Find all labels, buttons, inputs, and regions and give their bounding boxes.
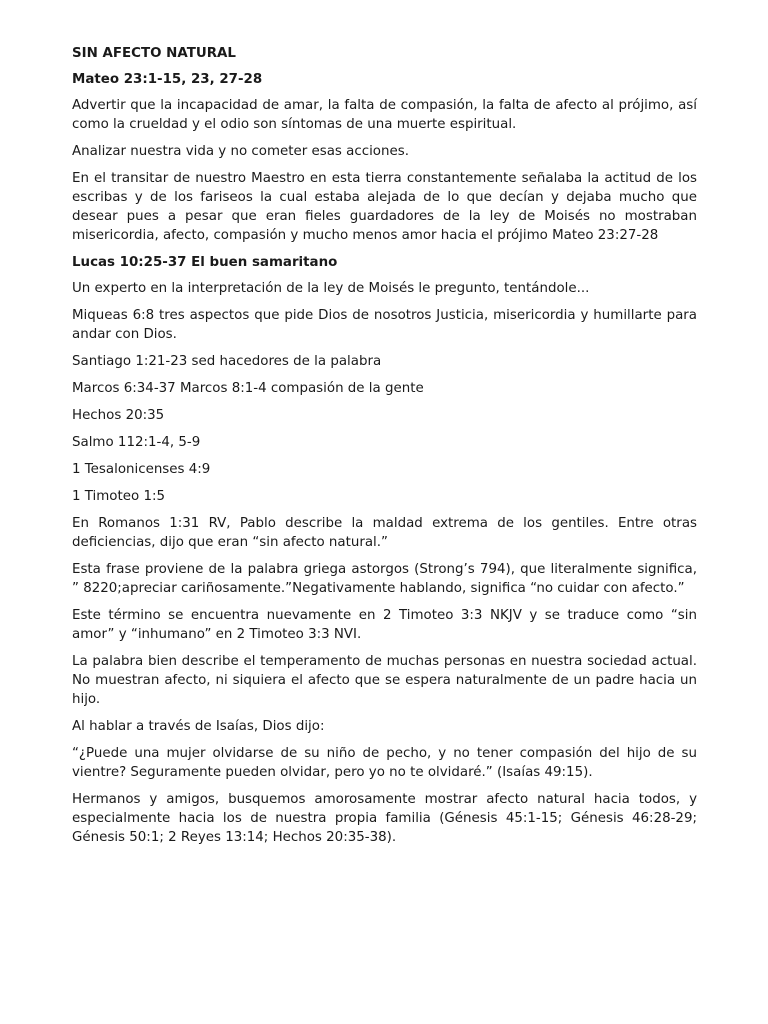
document-page [72,44,697,855]
reference-psalm: Salmo 112:1-4, 5-9 [72,435,201,450]
paragraph-closing: Hermanos y amigos, busquemos amorosamente mostrar afecto natural hacia todos, y especialmente hacia los de nuestra propia familia (Génesis 45:1-15; Génesis 46:28-29; Génesis 50:1; 2 Reyes 13:14; Hechos 20:35-38). [72,792,697,845]
paragraph-isaiah-quote: “¿Puede una mujer olvidarse de su niño de pecho, y no tener compasión del hijo de su vientre? Seguramente pueden olvidar, pero yo no te olvidaré.” (Isaías 49:15). [72,746,697,780]
reference-mark: Marcos 6:34-37 Marcos 8:1-4 compasión de la gente [72,381,424,396]
subheading-samaritan: Lucas 10:25-37 El buen samaritano [72,255,338,270]
paragraph-expert: Un experto en la interpretación de la ley de Moisés le pregunto, tentándole... [72,281,590,296]
paragraph-micah: Miqueas 6:8 tres aspectos que pide Dios de nosotros Justicia, misericordia y humillarte para andar con Dios. [72,308,697,342]
paragraph-isaiah-intro: Al hablar a través de Isaías, Dios dijo: [72,719,325,734]
paragraph-society: La palabra bien describe el temperamento de muchas personas en nuestra sociedad actual. No muestran afecto, ni siquiera el afecto que se espera naturalmente de un padre hacia un hijo. [72,654,697,707]
reference-heading: Mateo 23:1-15, 23, 27-28 [72,72,263,87]
reference-acts: Hechos 20:35 [72,408,165,423]
paragraph-romans: En Romanos 1:31 RV, Pablo describe la maldad extrema de los gentiles. Entre otras deficiencias, dijo que eran “sin afecto natural.” [72,516,697,550]
paragraph-purpose: Advertir que la incapacidad de amar, la falta de compasión, la falta de afecto al prójimo, así como la crueldad y el odio son síntomas de una muerte espiritual. [72,98,697,132]
paragraph-timothy-term: Este término se encuentra nuevamente en 2 Timoteo 3:3 NKJV y se traduce como “sin amor” y “inhumano” en 2 Timoteo 3:3 NVI. [72,608,697,642]
paragraph-teacher: En el transitar de nuestro Maestro en esta tierra constantemente señalaba la actitud de los escribas y de los fariseos la cual estaba alejada de lo que decían y dejaba mucho que desear pues a pesar que eran fieles guardadores de la ley de Moisés no mostraban misericordia, afecto, compasión y mucho menos amor hacia el prójimo Mateo 23:27-28 [72,171,697,243]
reference-timothy: 1 Timoteo 1:5 [72,489,165,504]
reference-thessalonians: 1 Tesalonicenses 4:9 [72,462,211,477]
paragraph-astorgos: Esta frase proviene de la palabra griega astorgos (Strong’s 794), que literalmente significa, ” 8220;apreciar cariñosamente.”Negativamente hablando, significa “no cuidar con afecto.” [72,562,697,596]
paragraph-analyze: Analizar nuestra vida y no cometer esas acciones. [72,144,409,159]
reference-james: Santiago 1:21-23 sed hacedores de la palabra [72,354,382,369]
document-title: SIN AFECTO NATURAL [72,46,236,61]
